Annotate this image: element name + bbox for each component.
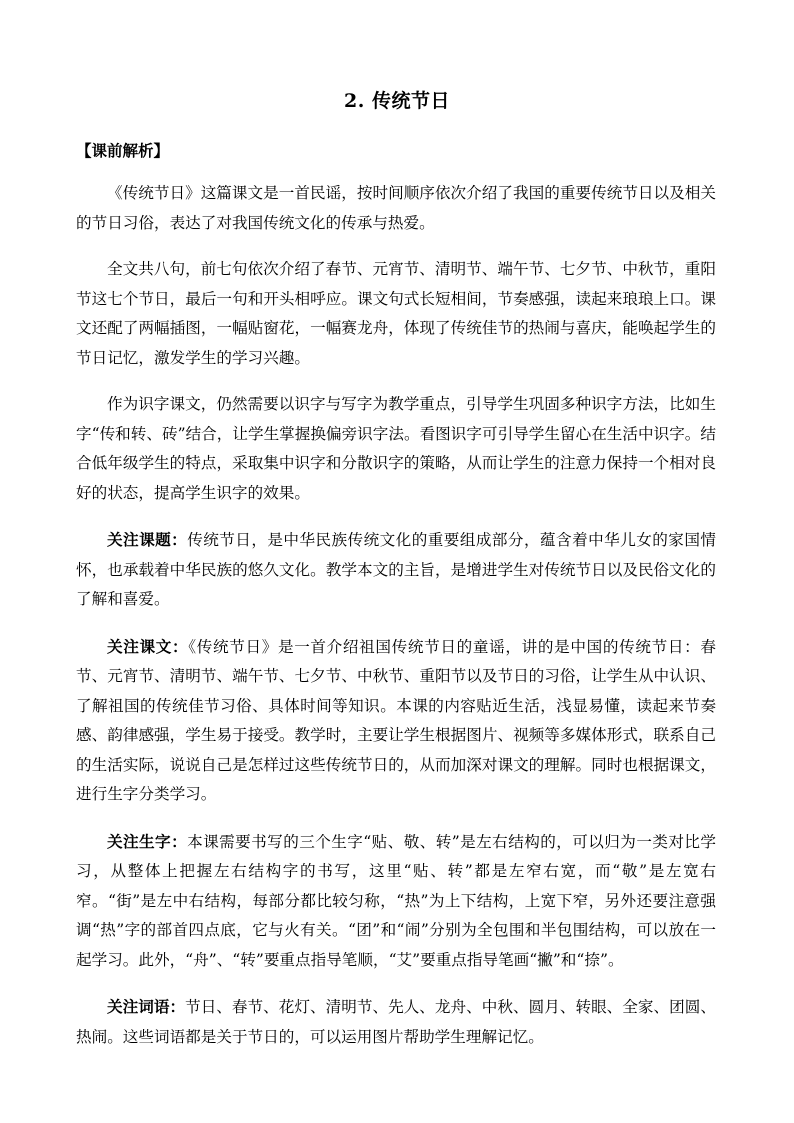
document-body	[76, 179, 716, 1069]
paragraph-text: 本课需要书写的三个生字“贴、敬、转”是左右结构的，可以归为一类对比学习，从整体上把握左右结构字的书写，这里“贴、转”都是左窄右宽，而“敬”是左宽右窄。“街”是左中右结构，每部分都比较匀称，“热”为上下结构，上宽下窄，另外还要注意强调“热”字的部首四点底，它与火有关。“团”和“闹”分别为全包围和半包围结构，可以放在一起学习。此外，“舟”、“转”要重点指导笔顺，“艾”要重点指导笔画“撇”和“捺”。	[76, 832, 716, 969]
paragraph-text: 全文共八句，前七句依次介绍了春节、元宵节、清明节、端午节、七夕节、中秋节，重阳节这七个节日，最后一句和开头相呼应。课文句式长短相间，节奏感强，读起来琅琅上口。课文还配了两幅插图，一幅贴窗花，一幅赛龙舟，体现了传统佳节的热闹与喜庆，能唤起学生的节日记忆，激发学生的学习兴趣。	[76, 260, 716, 367]
paragraph-focus-characters	[76, 827, 716, 976]
section-heading: 【课前解析】	[76, 141, 170, 160]
paragraph-lead: 关注词语：	[107, 997, 186, 1016]
paragraph-lead: 关注课题：	[107, 530, 188, 549]
paragraph-literacy	[76, 390, 716, 508]
lesson-title: 2. 传统节日	[344, 90, 450, 112]
paragraph-lead: 关注生字：	[107, 831, 188, 851]
paragraph-focus-words	[76, 992, 716, 1052]
paragraph-text: 《传统节日》是一首介绍祖国传统节日的童谣，讲的是中国的传统节日：春节、元宵节、清明节、端午节、七夕节、中秋节、重阳节以及节日的习俗，让学生从中认识、了解祖国的传统佳节习俗、具体时间等知识。本课的内容贴近生活，浅显易懂，读起来节奏感、韵律感强，学生易于接受。教学时，主要让学生根据图片、视频等多媒体形式，联系自己的生活实际，说说自己是怎样过这些传统节日的，从而加深对课文的理解。同时也根据课文，进行生字分类学习。	[76, 637, 716, 803]
paragraph-text: 《传统节日》这篇课文是一首民谣，按时间顺序依次介绍了我国的重要传统节日以及相关的节日习俗，表达了对我国传统文化的传承与热爱。	[76, 184, 716, 232]
paragraph-focus-text	[76, 632, 716, 810]
paragraph-lead: 关注课文：	[107, 636, 189, 656]
paragraph-text: 传统节日，是中华民族传统文化的重要组成部分，蕴含着中华儿女的家国情怀，也承载着中华民族的悠久文化。教学本文的主旨，是增进学生对传统节日以及民俗文化的了解和喜爱。	[76, 531, 716, 608]
paragraph-focus-title	[76, 525, 716, 615]
paragraph-intro	[76, 179, 716, 238]
paragraph-text: 节日、春节、花灯、清明节、先人、龙舟、中秋、圆月、转眼、全家、团圆、热闹。这些词语都是关于节日的，可以运用图片帮助学生理解记忆。	[76, 998, 716, 1046]
paragraph-structure	[76, 255, 716, 373]
paragraph-text: 作为识字课文，仍然需要以识字与写字为教学重点，引导学生巩固多种识字方法，比如生字“传和转、砖”结合，让学生掌握换偏旁识字法。看图识字可引导学生留心在生活中识字。结合低年级学生的特点，采取集中识字和分散识字的策略，从而让学生的注意力保持一个相对良好的状态，提高学生识字的效果。	[76, 395, 716, 502]
